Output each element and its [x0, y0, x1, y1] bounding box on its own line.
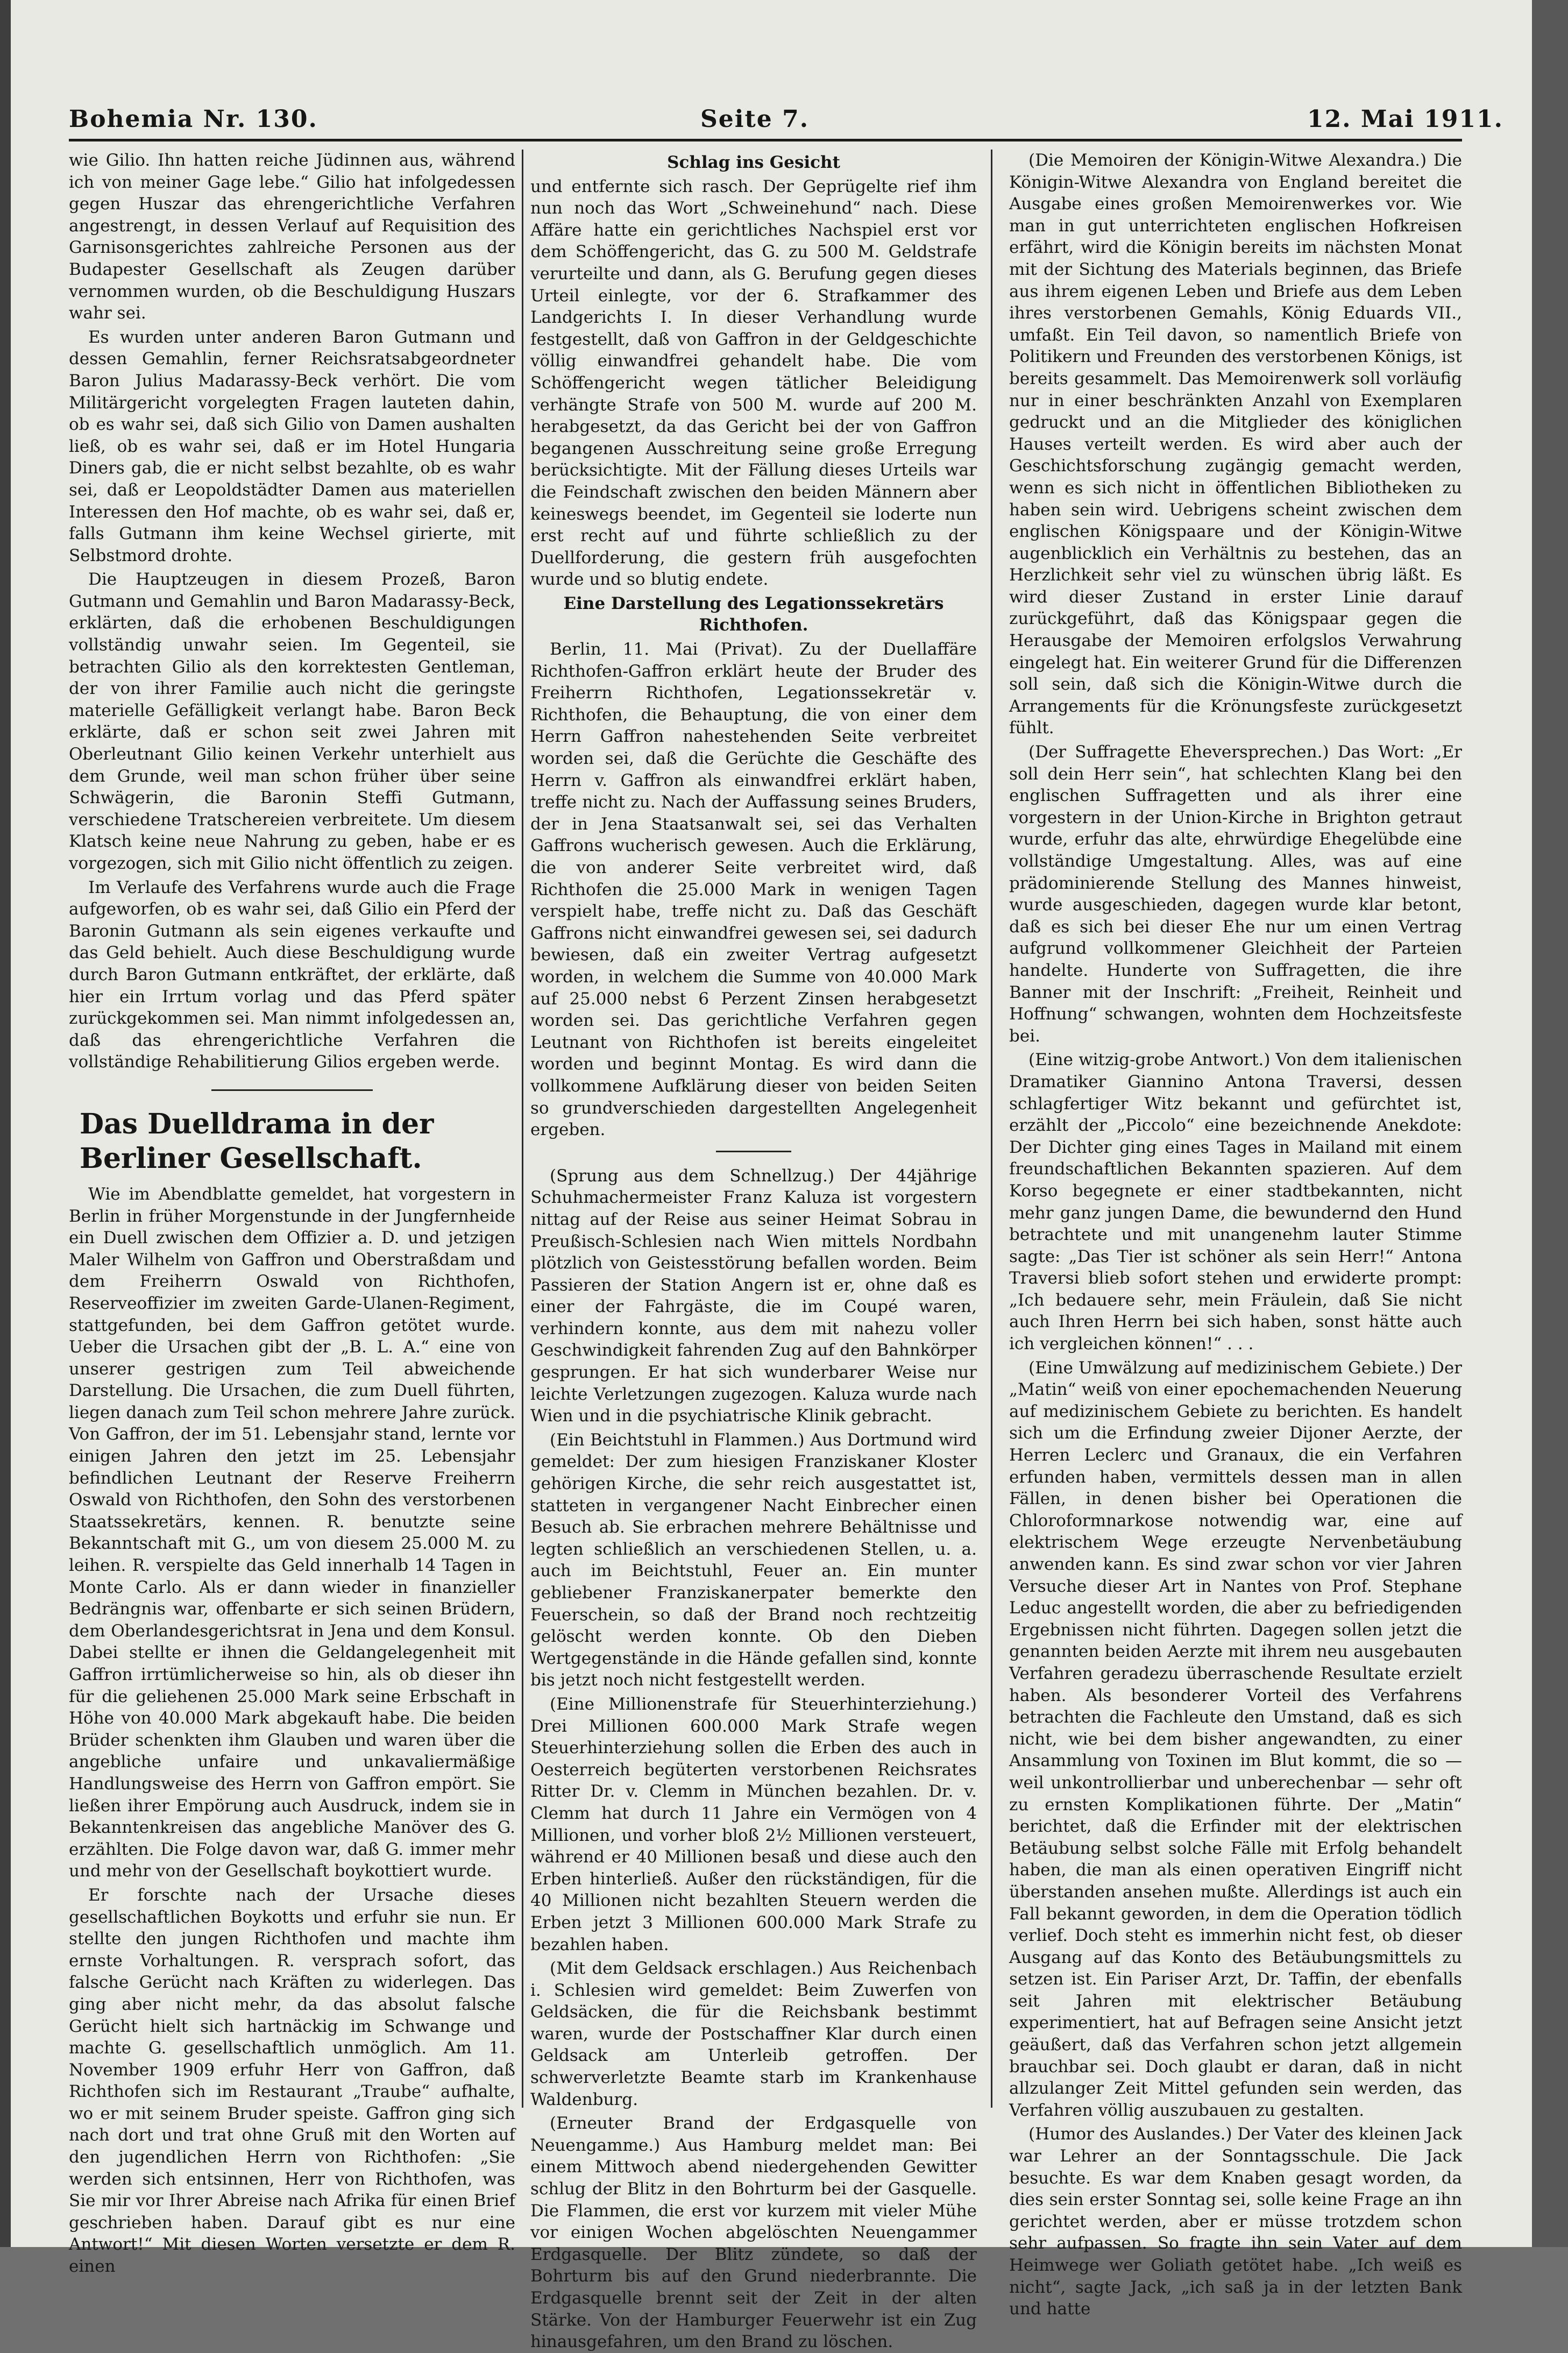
- header-rule: [69, 139, 1462, 141]
- column-3: [1009, 150, 1462, 2319]
- paragraph: und entfernte sich rasch. Der Geprügelte rief ihm nun noch das Wort „Schweinehund“ nach. Diese Affäre hatte ein gerichtliches Nachspiel erst vor dem Schöffengericht, das G. zu 500 M. Geldstrafe verurteilte und dann, als G. Berufung gegen dieses Urteil einlegte, vor der 6. Strafkammer des Landgerichts I. In dieser Verhandlung wurde festgestellt, daß von Gaffron in der Geldgeschichte völlig einwandfrei gehandelt habe. Die vom Schöffengericht wegen tätlicher Beleidigung verhängte Strafe von 500 M. wurde auf 200 M. herabgesetzt, da das Gericht bei der von Gaffron begangenen Ausschreitung seine große Erregung berücksichtigte. Mit der Fällung dieses Urteils war die Feindschaft zwischen den beiden Männern aber keineswegs beendet, im Gegenteil sie loderte nun erst recht auf und führte schließlich zu der Duellforderung, die gestern früh ausgefochten wurde und so blutig endete.: [530, 176, 977, 590]
- article-headline: Das Duelldrama in der Berliner Gesellschaft.: [80, 1107, 434, 1175]
- paragraph: wie Gilio. Ihn hatten reiche Jüdinnen aus, während ich von meiner Gage lebe.“ Gilio hat infolgedessen gegen Huszar das ehrengerichtliche Verfahren angestrengt, in dessen Verlauf auf Requisition des Garnisonsgerichtes zahlreiche Personen aus der Budapester Gesellschaft als Zeugen darüber vernommen wurden, ob die Beschuldigung Huszars wahr sei.: [69, 151, 515, 323]
- news-item: (Eine witzig-grobe Antwort.) Von dem italienischen Dramatiker Giannino Antona Traversi, dessen schlagfertiger Witz bekannt und gefürchtet ist, erzählt der „Piccolo“ eine bezeichnende Anekdote: Der Dichter ging eines Tages in Mailand mit einem freundschaftlichen Bekannten spazieren. Auf dem Korso begegnete er einer stadtbekannten, nicht mehr ganz jungen Dame, die bewundernd den Hund betrachtete und mit unangenehm lauter Stimme sagte: „Das Tier ist schöner als sein Herr!“ Antona Traversi blieb sofort stehen und erwiderte prompt: „Ich bedauere sehr, mein Fräulein, daß Sie nicht auch Ihren Herrn bei sich haben, sonst hätte auch ich vergleichen können!“ . . .: [1009, 1050, 1462, 1354]
- news-item: (Der Suffragette Eheversprechen.) Das Wort: „Er soll dein Herr sein“, hat schlechten Klang bei den englischen Suffragetten und als ihrer eine vorgestern in der Union-Kirche in Brighton getraut wurde, erfuhr das alte, ehrwürdige Ehegelübde eine vollständige Umgestaltung. Alles, was auf eine prädominierende Stellung des Mannes hinweist, wurde ausgeschieden, dagegen wurde klar betont, daß es sich bei dieser Ehe nur um einen Vertrag aufgrund vollkommener Gleichheit der Parteien handelte. Hunderte von Suffragetten, die ihre Banner mit der Inschrift: „Freiheit, Reinheit und Hoffnung“ schwangen, wohnten dem Hochzeitsfeste bei.: [1009, 742, 1462, 1046]
- paragraph: Die Hauptzeugen in diesem Prozeß, Baron Gutmann und Gemahlin und Baron Madarassy-Beck, erklärten, daß die erhobenen Beschuldigungen vollständig unwahr seien. Im Gegenteil, sie betrachten Gilio als den korrektesten Gentleman, der von ihrer Familie auch nicht die geringste materielle Gefälligkeit verlangt habe. Baron Beck erklärte, daß er schon seit zwei Jahren mit Oberleutnant Gilio keinen Verkehr unterhielt aus dem Grunde, weil man schon früher über seine Schwägerin, die Baronin Steffi Gutmann, verschiedene Tratschereien verbreitete. Um diesem Klatsch keine neue Nahrung zu geben, habe er es vorgezogen, sich mit Gilio nicht öffentlich zu zeigen.: [69, 570, 515, 873]
- news-item: (Mit dem Geldsack erschlagen.) Aus Reichenbach i. Schlesien wird gemeldet: Beim Zuwerfen von Geldsäcken, die für die Reichsbank bestimmt waren, wurde der Postschaffner Klar durch einen Geldsack am Unterleib getroffen. Der schwerverletzte Beamte starb im Krankenhause Waldenburg.: [530, 1959, 977, 2109]
- news-item: (Die Memoiren der Königin-Witwe Alexandra.) Die Königin-Witwe Alexandra von England bereitet die Ausgabe eines großen Memoirenwerkes vor. Wie man in gut unterrichteten englischen Hofkreisen erfährt, wird die Königin bereits im nächsten Monat mit der Sichtung des Materials beginnen, das Briefe aus ihrem eigenen Leben und Briefe aus dem Leben ihres verstorbenen Gemahls, König Eduards VII., umfaßt. Ein Teil davon, so namentlich Briefe von Politikern und Freunden des verstorbenen Königs, ist bereits gesammelt. Das Memoirenwerk soll vorläufig nur in einer beschränkten Anzahl von Exemplaren gedruckt und an die Mitglieder des königlichen Hauses verteilt werden. Es wird aber auch der Geschichtsforschung zugängig gemacht werden, wenn es sich nicht in öffentlichen Bibliotheken zu haben sein wird. Uebrigens scheint zwischen dem englischen Königspaare und der Königin-Witwe augenblicklich ein Verhältnis zu bestehen, das an Herzlichkeit sehr viel zu wünschen übrig läßt. Es wird dieser Zustand in erster Linie darauf zurückgeführt, daß das Königspaar gegen die Herausgabe der Memoiren erfolgslos Verwahrung eingelegt hat. Ein weiterer Grund für die Differenzen soll sein, daß sich die Königin-Witwe durch die Arrangements für die Krönungsfeste zurückgesetzt fühlt.: [1009, 151, 1462, 738]
- news-item: (Eine Umwälzung auf medizinischem Gebiete.) Der „Matin“ weiß von einer epochemachenden Neuerung auf medizinischem Gebiete zu berichten. Es handelt sich um die Erfindung zweier Dijoner Aerzte, der Herren Leclerc und Granaux, die ein Verfahren erfunden haben, vermittels dessen man in allen Fällen, in denen bisher bei Operationen die Chloroformnarkose notwendig war, eine auf elektrischem Wege erzeugte Nervenbetäubung anwenden kann. Es sind zwar schon vor vier Jahren Versuche dieser Art in Nantes von Prof. Stephane Leduc angestellt worden, die aber zu befriedigenden Ergebnissen nicht führten. Dagegen sollen jetzt die genannten beiden Aerzte mit ihrem neu ausgebauten Verfahren geradezu überraschende Resultate erzielt haben. Als besonderer Vorteil des Verfahrens betrachten die Fachleute den Umstand, daß es sich nicht, wie bei dem bisher angewandten, zu einer Ansammlung von Toxinen im Blut kommt, die so — weil unkontrollierbar und unberechenbar — sehr oft zu ernsten Komplikationen führte. Der „Matin“ berichtet, daß die Erfinder mit der elektrischen Betäubung selbst solche Fälle mit Erfolg behandelt haben, die man als einen operativen Eingriff nicht überstanden ansehen mußte. Allerdings ist auch ein Fall bekannt geworden, in dem die Operation tödlich verlief. Doch steht es immerhin nicht fest, ob dieser Ausgang auf das Konto des Betäubungsmittels zu setzen ist. Ein Pariser Arzt, Dr. Taffin, der ebenfalls seit Jahren mit elektrischer Betäubung experimentiert, hat auf Befragen seine Ansicht jetzt geäußert, daß das Verfahren schon jetzt allgemein brauchbar sei. Doch glaubt er daran, daß in nicht allzulanger Zeit Mittel gefunden sein werden, das Verfahren völlig auszubauen zu gestalten.: [1009, 1358, 1462, 2120]
- paragraph: Wie im Abendblatte gemeldet, hat vorgestern in Berlin in früher Morgenstunde in der Jungfernheide ein Duell zwischen dem Offizier a. D. und jetzigen Maler Wilhelm von Gaffron und Oberstraßdam und dem Freiherrn Oswald von Richthofen, Reserveoffizier im zweiten Garde-Ulanen-Regiment, stattgefunden, bei dem Gaffron getötet wurde. Ueber die Ursachen gibt der „B. L. A.“ eine von unserer gestrigen zum Teil abweichende Darstellung. Die Ursachen, die zum Duell führten, liegen danach zum Teil schon mehrere Jahre zurück. Von Gaffron, der im 51. Lebensjahr stand, lernte vor einigen Jahren den jetzt im 25. Lebensjahr befindlichen Leutnant der Reserve Freiherrn Oswald von Richthofen, den Sohn des verstorbenen Staatssekretärs, kennen. R. benutzte seine Bekanntschaft mit G., um von diesem 25.000 M. zu leihen. R. verspielte das Geld innerhalb 14 Tagen in Monte Carlo. Als er dann wieder in finanzieller Bedrängnis war, offenbarte er sich seinen Brüdern, dem Oberlandesgerichtsrat in Jena und dem Konsul. Dabei stellte er ihnen die Geldangelegenheit mit Gaffron irrtümlicherweise so hin, als ob dieser ihn für die geliehenen 25.000 Mark seine Erbschaft in Höhe von 40.000 Mark abgekauft habe. Die beiden Brüder schenkten ihm Glauben und waren über die angebliche unfaire und unkavaliermäßige Handlungsweise des Herrn von Gaffron empört. Sie ließen ihrer Empörung auch Ausdruck, indem sie in Bekanntenkreisen das angebliche Manöver des G. erzählten. Die Folge davon war, daß G. immer mehr und mehr von der Gesellschaft boykottiert wurde.: [69, 1184, 515, 1881]
- news-item: (Sprung aus dem Schnellzug.) Der 44jährige Schuhmachermeister Franz Kaluza ist vorgestern nittag auf der Reise aus seiner Heimat Sobrau in Preußisch-Schlesien nach Wien mittels Nordbahn plötzlich von Geistesstörung befallen worden. Beim Passieren der Station Angern ist er, ohne daß es einer der Fahrgäste, die im Coupé waren, verhindern konnte, aus dem mit nahezu voller Geschwindigkeit fahrenden Zug auf den Bahnkörper gesprungen. Er hat sich wunderbarer Weise nur leichte Verletzungen zugezogen. Kaluza wurde nach Wien und in die psychiatrische Klinik gebracht.: [530, 1166, 977, 1426]
- article-separator: [716, 1151, 791, 1152]
- page-number: Seite 7.: [700, 105, 810, 133]
- continuation-heading: Schlag ins Gesicht: [667, 153, 840, 172]
- subheading: Eine Darstellung des Legationssekretärs Richthofen.: [563, 593, 944, 635]
- issue-date: 12. Mai 1911.: [1307, 105, 1503, 133]
- news-item: (Erneuter Brand der Erdgasquelle von Neuengamme.) Aus Hamburg meldet man: Bei einem Mittwoch abend niedergehenden Gewitter schlug der Blitz in den Bohrturm bei der Gasquelle. Die Flammen, die erst vor kurzem mit vieler Mühe vor einigen Wochen abgelöschten Neuengammer Erdgasquelle. Der Blitz zündete, so daß der Bohrturm bis auf den Grund niederbrannte. Die Erdgasquelle brennt seit der Zeit in der alten Stärke. Von der Hamburger Feuerwehr ist ein Zug hinausgefahren, um den Brand zu löschen.: [530, 2114, 977, 2352]
- paragraph: Es wurden unter anderen Baron Gutmann und dessen Gemahlin, ferner Reichsratsabgeordneter Baron Julius Madarassy-Beck verhört. Die vom Militärgericht vorgelegten Fragen lauteten dahin, ob es wahr sei, daß sich Gilio von Damen aushalten ließ, ob es wahr sei, daß er im Hotel Hungaria Diners gab, die er nicht selbst bezahlte, ob es wahr sei, daß er Leopoldstädter Damen aus materiellen Interessen den Hof machte, ob es wahr sei, daß er, falls Gutmann ihm keine Wechsel girierte, mit Selbstmord drohte.: [69, 327, 515, 565]
- column-rule: [991, 150, 992, 2108]
- masthead-issue: Bohemia Nr. 130.: [69, 105, 318, 133]
- column-2: [530, 150, 977, 2352]
- paragraph: Er forschte nach der Ursache dieses gesellschaftlichen Boykotts und erfuhr sie nun. Er stellte den jungen Richthofen und machte ihm ernste Vorhaltungen. R. versprach sofort, das falsche Gerücht nach Kräften zu widerlegen. Das ging aber nicht mehr, da das absolut falsche Gerücht hielt sich hartnäckig im Schwange und machte G. gesellschaftlich unmöglich. Am 11. November 1909 erfuhr Herr von Gaffron, daß Richthofen sich im Restaurant „Traube“ aufhalte, wo er mit seinem Bruder speiste. Gaffron ging sich nach dort und trat ohne Gruß mit den Worten auf den jugendlichen Herrn von Richthofen: „Sie werden sich entsinnen, Herr von Richthofen, was Sie mir vor Ihrer Abreise nach Afrika für einen Brief geschrieben haben. Darauf gibt es nur eine Antwort!“ Mit diesen Worten versetzte er dem R. einen: [69, 1885, 515, 2277]
- news-item: (Eine Millionenstrafe für Steuerhinterziehung.) Drei Millionen 600.000 Mark Strafe wegen Steuerhinterziehung sollen die Erben des auch in Oesterreich begüterten verstorbenen Reichsrates Ritter Dr. v. Clemm in München bezahlen. Dr. v. Clemm hat durch 11 Jahre ein Vermögen von 4 Millionen, und vorher bloß 2½ Millionen versteuert, während er 40 Millionen besaß und diese auch den Erben hinterließ. Außer den rückständigen, für die 40 Millionen nicht bezahlten Steuern werden die Erben jetzt 3 Millionen 600.000 Mark Strafe zu bezahlen haben.: [530, 1694, 977, 1954]
- scan-left-edge: [0, 0, 11, 2247]
- column-rule: [522, 150, 523, 2108]
- column-1: [69, 150, 515, 2277]
- news-item: (Humor des Auslandes.) Der Vater des kleinen Jack war Lehrer an der Sonntagsschule. Die Jack besuchte. Es war dem Knaben gesagt worden, da dies sein erster Sonntag sei, solle keine Frage an ihn gerichtet werden, aber er müsse trotzdem schon sehr aufpassen. So fragte ihn sein Vater auf dem Heimwege wer Goliath getötet habe. „Ich weiß es nicht“, sagte Jack, „ich saß ja in der letzten Bank und hatte: [1009, 2124, 1462, 2319]
- news-item: (Ein Beichtstuhl in Flammen.) Aus Dortmund wird gemeldet: Der zum hiesigen Franziskaner Kloster gehörigen Kirche, die sehr reich ausgestattet ist, statteten in vergangener Nacht Einbrecher einen Besuch ab. Sie erbrachen mehrere Behältnisse und legten schließlich an verschiedenen Stellen, u. a. auch im Beichtstuhl, Feuer an. Ein munter gebliebener Franziskanerpater bemerkte den Feuerschein, so daß der Brand noch rechtzeitig gelöscht werden konnte. Ob den Dieben Wertgegenstände in die Hände gefallen sind, konnte bis jetzt noch nicht festgestellt werden.: [530, 1430, 977, 1690]
- article-separator: [211, 1089, 373, 1091]
- scan-right-edge: [1532, 0, 1568, 2247]
- paragraph: Im Verlaufe des Verfahrens wurde auch die Frage aufgeworfen, ob es wahr sei, daß Gilio ein Pferd der Baronin Gutmann als sein eigenes verkaufte und das Geld behielt. Auch diese Beschuldigung wurde durch Baron Gutmann entkräftet, der erklärte, daß hier ein Irrtum vorlag und das Pferd später zurückgekommen sei. Man nimmt infolgedessen an, daß das ehrengerichtliche Verfahren die vollständige Rehabilitierung Gilios ergeben werde.: [69, 877, 515, 1072]
- paragraph: Berlin, 11. Mai (Privat). Zu der Duellaffäre Richthofen-Gaffron erklärt heute der Bruder des Freiherrn Richthofen, Legationssekretär v. Richthofen, die Behauptung, die von einer dem Herrn Gaffron nahestehenden Seite verbreitet worden sei, daß die Gerüchte die Geschäfte des Herrn v. Gaffron als einwandfrei erklärt haben, treffe nicht zu. Nach der Auffassung seines Bruders, der in Jena Staatsanwalt sei, sei das Verhalten Gaffrons wucherisch gewesen. Auch die Erklärung, die von anderer Seite verbreitet wird, daß Richthofen die 25.000 Mark in wenigen Tagen verspielt habe, treffe nicht zu. Daß das Geschäft Gaffrons nicht einwandfrei gewesen sei, sei dadurch bewiesen, daß ein zweiter Vertrag aufgesetzt worden, in welchem die Summe von 40.000 Mark auf 25.000 nebst 6 Perzent Zinsen herabgesetzt worden sei. Das gerichtliche Verfahren gegen Leutnant von Richthofen ist bereits eingeleitet worden und beginnt Montag. Es wird dann die vollkommene Aufklärung dieser von beiden Seiten so grundverschieden dargestellten Angelegenheit ergeben.: [530, 640, 977, 1140]
